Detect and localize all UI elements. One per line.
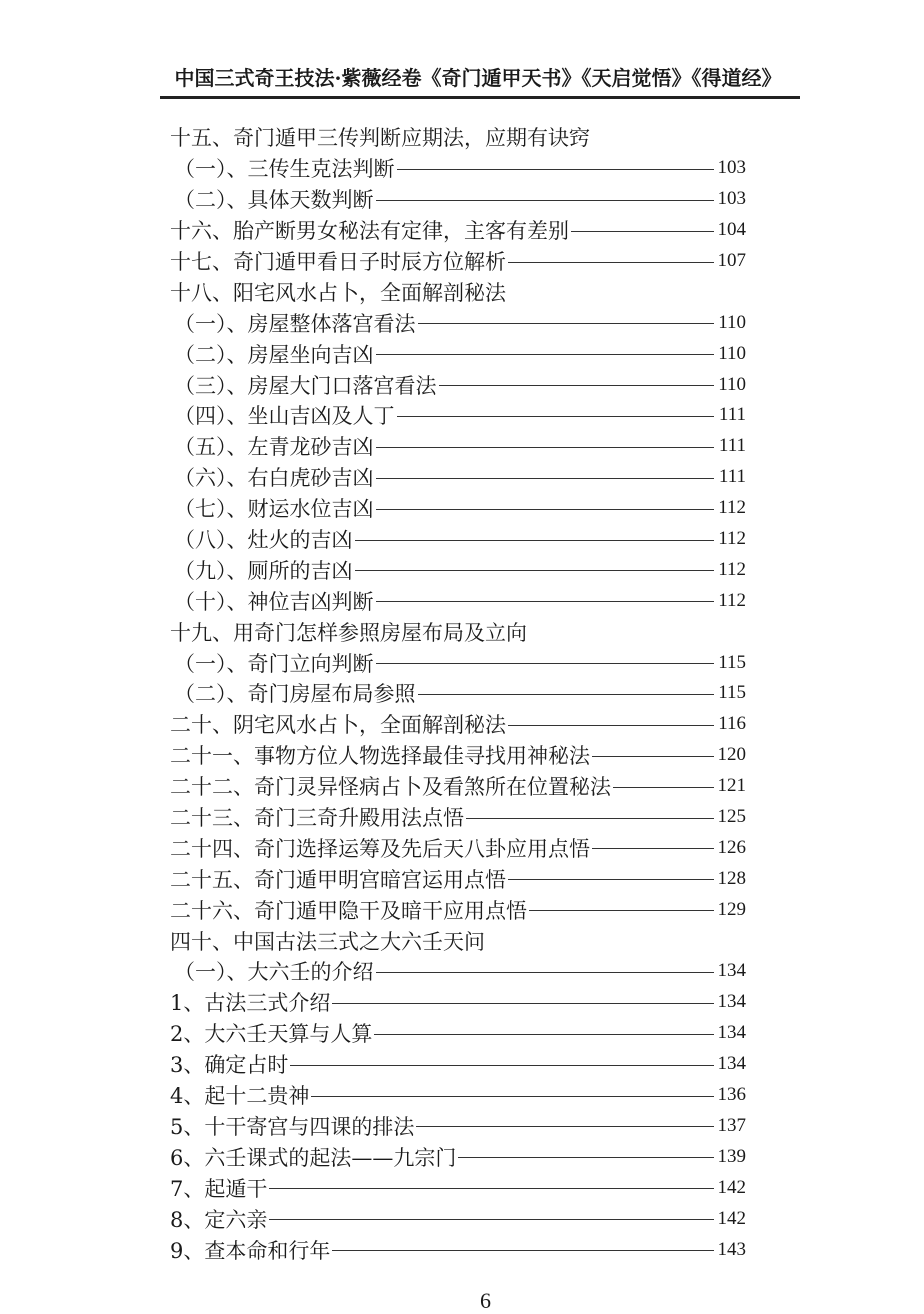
toc-entry-page: 134 (717, 991, 746, 1013)
toc-leader-line (592, 756, 714, 757)
toc-entry (170, 925, 746, 956)
toc-entry-title: （一）、奇门立向判断 (174, 651, 374, 676)
toc-leader-line (508, 725, 714, 726)
toc-entry (170, 1203, 746, 1234)
toc-entry-title: 二十三、奇门三奇升殿用法点悟 (170, 806, 464, 831)
toc-entry-title: （三）、房屋大门口落宫看法 (174, 373, 437, 398)
toc-leader-line (332, 1003, 714, 1004)
toc-entry-page: 107 (717, 250, 746, 271)
toc-entry-title: 2、大六壬天算与人算 (170, 1022, 373, 1047)
toc-entry-title: 6、六壬课式的起法——九宗门 (170, 1145, 457, 1170)
toc-entry (170, 832, 746, 863)
toc-entry-title: （六）、右白虎砂吉凶 (174, 466, 374, 491)
toc-entry-page: 143 (717, 1238, 746, 1260)
toc-entry-page: 104 (717, 219, 746, 241)
toc-entry-title: 十七、奇门遁甲看日子时辰方位解析 (170, 250, 506, 274)
toc-entry-page: 136 (717, 1084, 746, 1106)
toc-leader-line (269, 1219, 714, 1220)
toc-leader-line (508, 879, 714, 880)
toc-entry-page: 120 (717, 744, 746, 766)
toc-entry-page: 111 (718, 404, 746, 426)
toc-entry-title: （一）、三传生克法判断 (174, 157, 395, 182)
toc-entry-page: 110 (718, 373, 746, 395)
toc-entry-page: 103 (717, 157, 746, 179)
toc-entry-page: 112 (718, 589, 746, 611)
toc-entry-title: 二十、阴宅风水占卜，全面解剖秘法 (170, 713, 506, 738)
toc-leader-line (355, 570, 715, 571)
toc-leader-line (439, 385, 715, 386)
toc-leader-line (376, 509, 715, 510)
toc-entry-title: （一）、大六壬的介绍 (174, 960, 374, 985)
toc-entry (170, 338, 746, 369)
toc-entry-title: 1、古法三式介绍 (170, 991, 331, 1016)
toc-entry (170, 462, 746, 493)
toc-entry-page: 126 (717, 836, 746, 858)
toc-entry-title: 十六、胎产断男女秘法有定律，主客有差别 (170, 219, 569, 244)
toc-entry-title: 5、十干寄宫与四课的排法 (170, 1114, 415, 1139)
toc-entry-page: 129 (717, 898, 746, 920)
toc-leader-line (397, 416, 715, 417)
toc-entry-title: 3、确定占时 (170, 1053, 289, 1078)
toc-entry-page: 103 (717, 188, 746, 210)
toc-entry (170, 524, 746, 555)
table-of-contents (170, 122, 746, 1265)
toc-entry-page: 134 (717, 1053, 746, 1075)
toc-entry-page: 111 (718, 435, 746, 457)
toc-leader-line (355, 540, 715, 541)
toc-entry-title: 二十二、奇门灵异怪病占卜及看煞所在位置秘法 (170, 775, 611, 800)
toc-entry-page: 112 (718, 558, 746, 580)
header-rule (160, 96, 800, 99)
toc-leader-line (418, 323, 715, 324)
toc-entry-title: 8、定六亲 (170, 1207, 268, 1232)
toc-entry (170, 1111, 746, 1142)
toc-entry (170, 1141, 746, 1172)
toc-entry-page: 116 (718, 713, 746, 735)
toc-leader-line (376, 663, 715, 664)
toc-entry-page: 111 (718, 466, 746, 488)
toc-leader-line (374, 1034, 714, 1035)
toc-entry (170, 431, 746, 462)
toc-entry-title: （五）、左青龙砂吉凶 (174, 435, 374, 460)
toc-entry-title: （九）、厕所的吉凶 (174, 558, 353, 583)
toc-entry-page: 112 (718, 528, 746, 550)
toc-entry-page: 125 (717, 806, 746, 828)
toc-entry (170, 709, 746, 740)
toc-leader-line (376, 478, 715, 479)
toc-entry-page: 110 (718, 342, 746, 364)
toc-entry-page: 137 (717, 1114, 746, 1136)
toc-entry-page: 121 (717, 775, 746, 797)
toc-entry-title: 9、查本命和行年 (170, 1238, 331, 1263)
toc-leader-line (613, 787, 714, 788)
toc-entry (170, 1080, 746, 1111)
toc-leader-line (376, 200, 715, 201)
toc-entry-title: （一）、房屋整体落宫看法 (174, 311, 416, 336)
toc-entry (170, 1018, 746, 1049)
toc-entry-title: 二十五、奇门遁甲明宫暗宫运用点悟 (170, 867, 506, 892)
toc-entry-title: 二十一、事物方位人物选择最佳寻找用神秘法 (170, 744, 590, 769)
toc-leader-line (592, 848, 714, 849)
toc-entry (170, 215, 746, 246)
toc-entry (170, 740, 746, 771)
toc-entry (170, 493, 746, 524)
toc-entry (170, 122, 746, 153)
toc-entry-title: （二）、房屋坐向吉凶 (174, 342, 374, 367)
toc-leader-line (332, 1250, 714, 1251)
toc-leader-line (397, 169, 715, 170)
toc-entry (170, 1234, 746, 1265)
toc-entry-title: （二）、具体天数判断 (174, 188, 374, 213)
toc-entry-title: 7、起遁干 (170, 1176, 268, 1201)
toc-entry-title: 四十、中国古法三式之大六壬天问 (170, 929, 485, 954)
toc-leader-line (311, 1096, 714, 1097)
toc-leader-line (376, 601, 715, 602)
toc-leader-line (418, 694, 715, 695)
toc-leader-line (416, 1126, 714, 1127)
toc-entry (170, 585, 746, 616)
toc-entry (170, 987, 746, 1018)
toc-entry (170, 647, 746, 678)
toc-entry (170, 246, 746, 277)
toc-entry-title: （四）、坐山吉凶及人丁 (174, 404, 395, 429)
toc-entry (170, 153, 746, 184)
toc-entry-title: （十）、神位吉凶判断 (174, 589, 374, 614)
toc-entry-title: 二十四、奇门选择运筹及先后天八卦应用点悟 (170, 836, 590, 861)
toc-entry (170, 956, 746, 987)
toc-entry-title: 十八、阳宅风水占卜，全面解剖秘法 (170, 280, 506, 305)
toc-entry (170, 1049, 746, 1080)
toc-entry-page: 142 (717, 1207, 746, 1229)
toc-leader-line (458, 1157, 714, 1158)
toc-entry-title: 4、起十二贵神 (170, 1084, 310, 1109)
toc-leader-line (466, 818, 714, 819)
toc-entry (170, 184, 746, 215)
toc-leader-line (376, 447, 715, 448)
toc-entry (170, 863, 746, 894)
toc-entry (170, 554, 746, 585)
toc-leader-line (376, 354, 715, 355)
toc-entry-page: 115 (718, 682, 746, 704)
toc-entry-page: 139 (717, 1145, 746, 1167)
toc-entry (170, 678, 746, 709)
toc-entry (170, 894, 746, 925)
toc-entry-page: 128 (717, 867, 746, 889)
toc-entry-title: （七）、财运水位吉凶 (174, 497, 374, 522)
toc-entry (170, 802, 746, 833)
toc-entry-title: 十五、奇门遁甲三传判断应期法，应期有诀窍 (170, 126, 590, 151)
toc-entry (170, 1172, 746, 1203)
toc-leader-line (508, 262, 714, 263)
toc-entry (170, 616, 746, 647)
toc-entry (170, 369, 746, 400)
toc-entry-page: 134 (717, 960, 746, 982)
toc-entry-title: （二）、奇门房屋布局参照 (174, 682, 416, 707)
toc-entry-page: 134 (717, 1022, 746, 1044)
toc-entry-page: 112 (718, 497, 746, 519)
toc-entry (170, 771, 746, 802)
page-number: 6 (480, 1288, 491, 1313)
toc-entry-page: 142 (717, 1176, 746, 1198)
toc-leader-line (376, 972, 715, 973)
toc-leader-line (529, 910, 714, 911)
toc-entry (170, 307, 746, 338)
running-header: 中国三式奇王技法·紫薇经卷《奇门遁甲天书》《天启觉悟》《得道经》 (174, 66, 782, 90)
toc-leader-line (571, 231, 714, 232)
toc-entry-title: 十九、用奇门怎样参照房屋布局及立向 (170, 620, 527, 645)
toc-entry-page: 115 (718, 651, 746, 673)
toc-entry (170, 276, 746, 307)
toc-leader-line (290, 1065, 714, 1066)
toc-entry (170, 400, 746, 431)
toc-entry-title: （八）、灶火的吉凶 (174, 528, 353, 553)
toc-leader-line (269, 1188, 714, 1189)
toc-entry-page: 110 (718, 311, 746, 333)
toc-entry-title: 二十六、奇门遁甲隐干及暗干应用点悟 (170, 898, 527, 923)
